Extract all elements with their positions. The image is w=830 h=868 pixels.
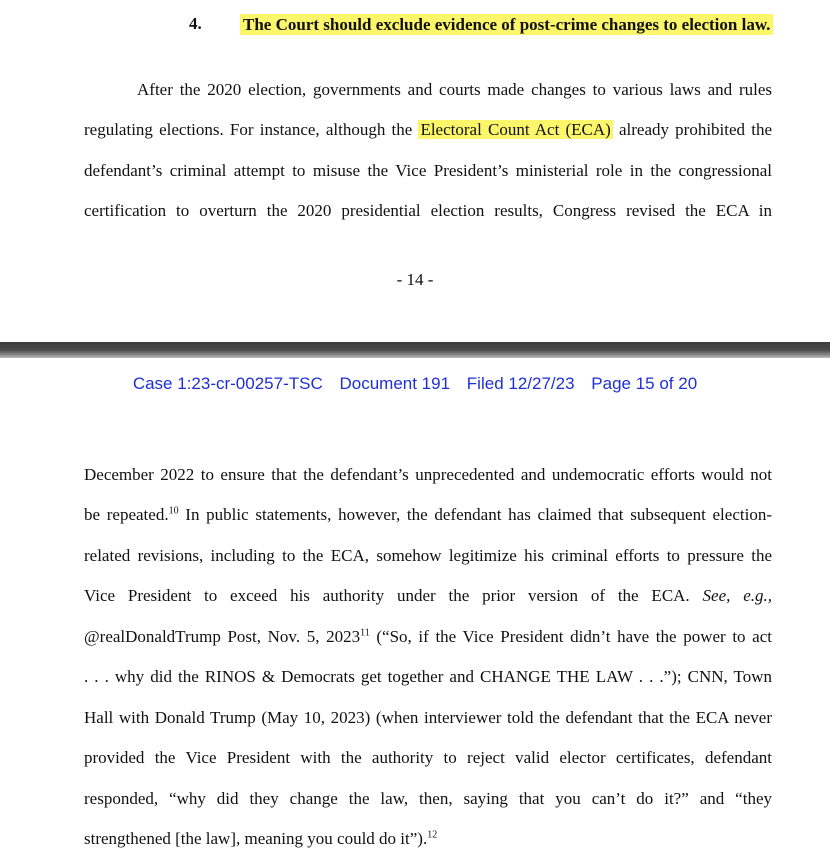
line2-tail: already prohibited the <box>618 120 772 139</box>
line10: strengthened [the law], meaning you could do it”). <box>84 829 428 848</box>
section-heading <box>240 13 785 36</box>
line2-a: be repeated. <box>84 505 169 524</box>
document-number: Document 191 <box>339 374 451 393</box>
body-line-6: . . . why did the RINOS & Democrats get together and CHANGE THE LAW . . .”); CNN, Town <box>84 667 772 686</box>
footnote-ref-12: 12 <box>427 829 438 841</box>
paragraph-line-4: certification to overturn the 2020 presidential election results, Congress revised the ECA in <box>84 201 772 220</box>
body-line-5 <box>84 627 772 647</box>
body-line-2 <box>84 505 772 525</box>
case-header <box>0 374 830 394</box>
line5-b: (“So, if the Vice President didn’t have the power to act <box>376 627 772 646</box>
see-eg-citation: See, e.g., <box>702 586 772 605</box>
body-line-3: related revisions, including to the ECA, somehow legitimize his criminal efforts to pressure the <box>84 546 772 565</box>
footnote-ref-11: 11 <box>360 627 370 639</box>
page-divider <box>0 342 830 358</box>
line2-b: In public statements, however, the defendant has claimed that subsequent election- <box>185 505 772 524</box>
case-number: Case 1:23-cr-00257-TSC <box>132 374 323 393</box>
body-line-7: Hall with Donald Trump (May 10, 2023) (when interviewer told the defendant that the ECA never <box>84 708 772 727</box>
filed-date: Filed 12/27/23 <box>466 374 575 393</box>
section-number: 4. <box>189 14 202 33</box>
page-number: - 14 - <box>396 270 434 289</box>
paragraph-line-2 <box>84 120 772 140</box>
body-line-4 <box>84 586 772 606</box>
highlighted-heading: The Court should exclude evidence of post-crime changes to election law. <box>240 14 773 35</box>
body-line-10 <box>84 829 772 849</box>
line4-a: Vice President to exceed his authority under the prior version of the ECA. <box>84 586 690 605</box>
page-14 <box>0 0 830 342</box>
body-line-8: provided the Vice President with the authority to reject valid elector certificates, defendant <box>84 748 772 767</box>
paragraph-line-3: defendant’s criminal attempt to misuse the Vice President’s ministerial role in the congressional <box>84 161 772 180</box>
page-of: Page 15 of 20 <box>591 374 698 393</box>
line2-start: regulating elections. For instance, although the <box>84 120 413 139</box>
highlight-electoral-count-act: Electoral Count Act (ECA) <box>420 120 611 139</box>
paragraph-line-1: After the 2020 election, governments and courts made changes to various laws and rules <box>137 80 772 99</box>
line5-a: @realDonaldTrump Post, Nov. 5, 2023 <box>84 627 361 646</box>
footnote-ref-10: 10 <box>168 505 179 517</box>
body-line-9: responded, “why did they change the law, then, saying that you can’t do it?” and “they <box>84 789 772 808</box>
body-line-1: December 2022 to ensure that the defendant’s unprecedented and undemocratic efforts would not <box>84 465 772 484</box>
